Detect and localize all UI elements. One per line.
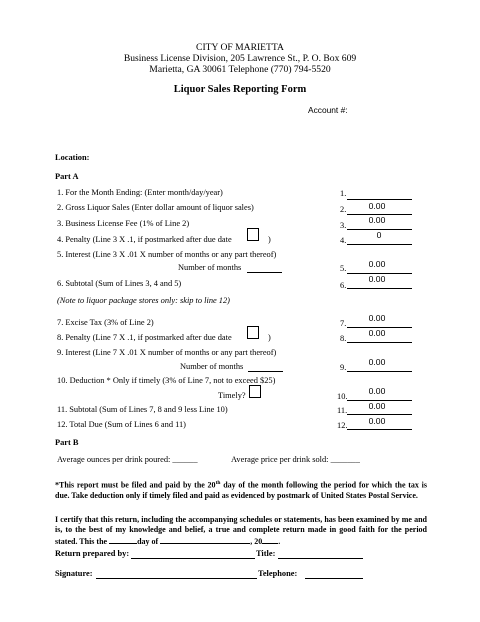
line-10-number: 10. bbox=[337, 392, 348, 401]
certification-text-a: I certify that this return, including the accompanying schedules or statements, has been examined by me and is, to the best of my knowledge and belief, a true and complete return made in good faith for the period stated. This the bbox=[55, 515, 427, 547]
line-2-number: 2. bbox=[340, 205, 347, 214]
filing-notice-text-b: day of the month following the period for which the tax is due. Take deduction only if timely filed and paid as evidenced by postmark of United States Postal Service. bbox=[55, 480, 427, 500]
line-4-postmark-checkbox[interactable] bbox=[247, 228, 259, 241]
filing-notice-text-a: *This report must be filed and paid by the 20 bbox=[55, 480, 216, 490]
account-number-label: Account #: bbox=[308, 105, 348, 115]
line-10-label: 10. Deduction * Only if timely (3% of Line 7, not to exceed $25) bbox=[57, 376, 276, 385]
line-4-number: 4. bbox=[340, 236, 347, 245]
line-7-number: 7. bbox=[340, 319, 347, 328]
line-10-timely-checkbox[interactable] bbox=[249, 385, 261, 398]
line-8-number: 8. bbox=[340, 334, 347, 343]
line-6-number: 6. bbox=[340, 281, 347, 290]
line-2-label: 2. Gross Liquor Sales (Enter dollar amount of liquor sales) bbox=[57, 203, 254, 212]
filing-notice-superscript: th bbox=[215, 480, 221, 486]
line-3-value[interactable]: 0.00 bbox=[368, 215, 386, 225]
line-11-field bbox=[347, 414, 412, 415]
line-1-field[interactable] bbox=[347, 199, 412, 200]
line-6-label: 6. Subtotal (Sum of Lines 3, 4 and 5) bbox=[57, 279, 182, 288]
cert-day-field[interactable] bbox=[109, 535, 137, 544]
line-5-number: 5. bbox=[340, 264, 347, 273]
line-2-value[interactable]: 0.00 bbox=[368, 201, 386, 211]
line-10-timely-label: Timely? bbox=[218, 391, 246, 400]
form-title: Liquor Sales Reporting Form bbox=[173, 84, 307, 95]
line-5-value[interactable]: 0.00 bbox=[368, 259, 386, 269]
line-4-label: 4. Penalty (Line 3 X .1, if postmarked after due date bbox=[57, 235, 232, 244]
line-12-label: 12. Total Due (Sum of Lines 6 and 11) bbox=[57, 420, 186, 429]
cert-year-field[interactable] bbox=[262, 535, 281, 547]
line-7-value[interactable]: 0.00 bbox=[368, 313, 386, 323]
certification-text-d: . bbox=[278, 537, 281, 547]
line-4-close-paren: ) bbox=[268, 235, 271, 244]
line-3-number: 3. bbox=[340, 221, 347, 230]
line-5-months-field[interactable] bbox=[247, 272, 282, 273]
prepared-by-field[interactable] bbox=[131, 558, 255, 559]
line-8-label: 8. Penalty (Line 7 X .1, if postmarked after due date bbox=[57, 333, 232, 342]
org-address-line2: Marietta, GA 30061 Telephone (770) 794-5520 bbox=[149, 64, 331, 75]
line-9-months-field[interactable] bbox=[248, 371, 283, 372]
line-9-label: 9. Interest (Line 7 X .01 X number of months or any part thereof) bbox=[57, 348, 277, 357]
signature-label: Signature: bbox=[55, 569, 93, 578]
line-4-field bbox=[347, 244, 412, 245]
part-a-heading: Part A bbox=[55, 172, 79, 181]
filing-notice bbox=[55, 478, 427, 501]
line-9-number: 9. bbox=[340, 363, 347, 372]
telephone-field[interactable] bbox=[305, 578, 363, 579]
cert-month-field[interactable] bbox=[160, 535, 250, 544]
line-3-label: 3. Business License Fee (1% of Line 2) bbox=[57, 219, 190, 228]
line-12-value[interactable]: 0.00 bbox=[368, 416, 386, 426]
line-4-value[interactable]: 0 bbox=[376, 230, 382, 240]
line-9-field bbox=[347, 371, 412, 372]
line-12-number: 12. bbox=[337, 421, 348, 430]
certification-statement bbox=[55, 515, 427, 548]
certification-text-b: day of bbox=[137, 537, 161, 547]
line-11-label: 11. Subtotal (Sum of Lines 7, 8 and 9 less Line 10) bbox=[57, 405, 228, 414]
line-6-value[interactable]: 0.00 bbox=[368, 274, 386, 284]
line-10-value[interactable]: 0.00 bbox=[368, 386, 386, 396]
line-11-value[interactable]: 0.00 bbox=[368, 401, 386, 411]
title-field[interactable] bbox=[278, 558, 363, 559]
line-8-field bbox=[347, 342, 412, 343]
title-label: Title: bbox=[256, 549, 276, 558]
signature-field[interactable] bbox=[96, 578, 257, 579]
org-address-line1: Business License Division, 205 Lawrence St., P. O. Box 609 bbox=[123, 53, 357, 64]
telephone-label: Telephone: bbox=[258, 569, 298, 578]
line-5-label: 5. Interest (Line 3 X .01 X number of months or any part thereof) bbox=[57, 250, 277, 259]
package-store-note: (Note to liquor package stores only: skip to line 12) bbox=[57, 296, 230, 305]
line-8-value[interactable]: 0.00 bbox=[368, 328, 386, 338]
avg-ounces-field[interactable]: Average ounces per drink poured: ______ bbox=[57, 455, 198, 464]
line-8-close-paren: ) bbox=[268, 333, 271, 342]
line-7-label: 7. Excise Tax (3% of Line 2) bbox=[57, 318, 154, 327]
org-name: CITY OF MARIETTA bbox=[196, 42, 284, 53]
part-b-heading: Part B bbox=[55, 438, 79, 447]
line-9-months-label: Number of months bbox=[180, 362, 244, 371]
prepared-by-label: Return prepared by: bbox=[55, 549, 130, 558]
line-11-number: 11. bbox=[337, 406, 348, 415]
line-8-postmark-checkbox[interactable] bbox=[247, 326, 259, 339]
certification-text-c: , 20 bbox=[250, 537, 263, 547]
line-9-value[interactable]: 0.00 bbox=[368, 357, 386, 367]
line-1-number: 1. bbox=[340, 189, 347, 198]
line-12-field bbox=[347, 429, 412, 430]
line-6-field bbox=[347, 288, 412, 289]
location-label: Location: bbox=[55, 153, 90, 162]
line-1-label: 1. For the Month Ending: (Enter month/day/year) bbox=[57, 188, 223, 197]
avg-price-field[interactable]: Average price per drink sold: _______ bbox=[231, 455, 360, 464]
line-5-months-label: Number of months bbox=[178, 263, 242, 272]
